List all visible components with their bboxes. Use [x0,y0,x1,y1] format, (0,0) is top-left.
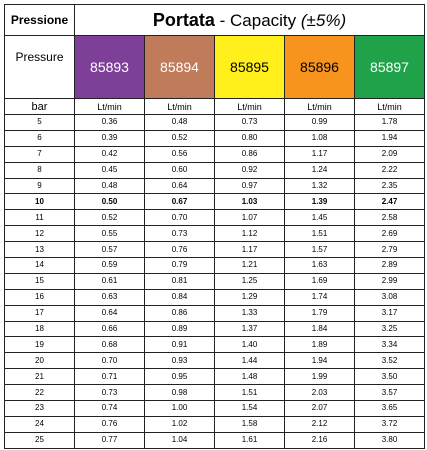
pressure-cell: 16 [5,289,75,305]
flow-cell: 0.97 [215,178,285,194]
model-code-85897: 85897 [355,36,425,99]
unit-lt-min: Lt/min [285,99,355,115]
pressure-cell: 20 [5,353,75,369]
flow-cell: 1.39 [285,194,355,210]
flow-cell: 1.37 [215,321,285,337]
flow-cell: 0.74 [75,401,145,417]
flow-cell: 0.91 [145,337,215,353]
flow-cell: 0.70 [75,353,145,369]
pressure-cell: 8 [5,162,75,178]
flow-cell: 2.58 [355,210,425,226]
table-row [5,162,425,178]
table-row [5,130,425,146]
pressure-cell: 11 [5,210,75,226]
model-code-85896: 85896 [285,36,355,99]
flow-cell: 2.03 [285,385,355,401]
flow-cell: 0.56 [145,146,215,162]
flow-cell: 1.02 [145,416,215,432]
flow-cell: 1.58 [215,416,285,432]
flow-cell: 2.69 [355,226,425,242]
flow-cell: 1.07 [215,210,285,226]
flow-cell: 1.69 [285,273,355,289]
flow-cell: 2.79 [355,242,425,258]
flow-cell: 1.21 [215,258,285,274]
pressure-cell: 7 [5,146,75,162]
table-row [5,369,425,385]
flow-cell: 0.73 [75,385,145,401]
pressure-cell: 10 [5,194,75,210]
flow-cell: 0.61 [75,273,145,289]
flow-cell: 1.51 [215,385,285,401]
flow-cell: 2.99 [355,273,425,289]
flow-cell: 0.48 [75,178,145,194]
pressure-label-en: Pressure [5,36,75,99]
pressure-cell: 13 [5,242,75,258]
pressure-cell: 19 [5,337,75,353]
table-row [5,416,425,432]
flow-cell: 1.00 [145,401,215,417]
flow-cell: 0.73 [145,226,215,242]
table-title [75,5,425,36]
flow-cell: 0.59 [75,258,145,274]
flow-cell: 3.72 [355,416,425,432]
table-row [5,242,425,258]
flow-cell: 0.60 [145,162,215,178]
flow-cell: 0.39 [75,130,145,146]
flow-cell: 2.89 [355,258,425,274]
flow-cell: 0.55 [75,226,145,242]
unit-lt-min: Lt/min [355,99,425,115]
table-row [5,353,425,369]
flow-cell: 0.73 [215,115,285,131]
flow-cell: 0.52 [75,210,145,226]
pressure-label-it: Pressione [5,5,75,36]
flow-cell: 1.78 [355,115,425,131]
pressure-cell: 18 [5,321,75,337]
pressure-cell: 15 [5,273,75,289]
pressure-cell: 12 [5,226,75,242]
pressure-cell: 22 [5,385,75,401]
flow-cell: 0.99 [285,115,355,131]
table-row [5,432,425,448]
flow-cell: 1.74 [285,289,355,305]
flow-cell: 2.16 [285,432,355,448]
flow-cell: 2.47 [355,194,425,210]
table-row [5,146,425,162]
pressure-cell: 9 [5,178,75,194]
flow-cell: 1.63 [285,258,355,274]
flow-cell: 1.29 [215,289,285,305]
pressure-cell: 25 [5,432,75,448]
pressure-cell: 23 [5,401,75,417]
table-row [5,401,425,417]
flow-cell: 2.22 [355,162,425,178]
flow-cell: 0.63 [75,289,145,305]
table-row [5,289,425,305]
flow-cell: 1.17 [285,146,355,162]
flow-cell: 1.32 [285,178,355,194]
flow-cell: 0.71 [75,369,145,385]
flow-cell: 1.99 [285,369,355,385]
flow-cell: 3.08 [355,289,425,305]
flow-cell: 0.81 [145,273,215,289]
flow-cell: 1.79 [285,305,355,321]
flow-cell: 1.51 [285,226,355,242]
table-row [5,305,425,321]
flow-cell: 0.42 [75,146,145,162]
pressure-cell: 21 [5,369,75,385]
pressure-cell: 17 [5,305,75,321]
flow-cell: 0.50 [75,194,145,210]
flow-cell: 1.24 [285,162,355,178]
pressure-cell: 6 [5,130,75,146]
flow-cell: 0.70 [145,210,215,226]
title-bold: Portata [152,9,215,30]
flow-cell: 1.08 [285,130,355,146]
flow-cell: 0.98 [145,385,215,401]
model-code-85894: 85894 [145,36,215,99]
table-row [5,273,425,289]
flow-cell: 3.52 [355,353,425,369]
flow-cell: 1.57 [285,242,355,258]
table-row [5,337,425,353]
flow-cell: 3.25 [355,321,425,337]
table-row [5,321,425,337]
flow-cell: 1.12 [215,226,285,242]
flow-cell: 2.07 [285,401,355,417]
flow-cell: 0.36 [75,115,145,131]
flow-cell: 0.76 [75,416,145,432]
flow-cell: 0.79 [145,258,215,274]
flow-cell: 0.77 [75,432,145,448]
flow-cell: 0.57 [75,242,145,258]
flow-cell: 0.86 [145,305,215,321]
flow-cell: 1.04 [145,432,215,448]
pressure-cell: 24 [5,416,75,432]
flow-cell: 0.66 [75,321,145,337]
flow-cell: 0.64 [75,305,145,321]
capacity-table [4,4,425,449]
pressure-cell: 14 [5,258,75,274]
flow-cell: 1.48 [215,369,285,385]
flow-cell: 1.89 [285,337,355,353]
flow-cell: 1.61 [215,432,285,448]
title-tolerance: (±5%) [300,10,347,30]
table-row [5,226,425,242]
flow-cell: 1.44 [215,353,285,369]
pressure-cell: 5 [5,115,75,131]
flow-cell: 3.50 [355,369,425,385]
flow-cell: 0.93 [145,353,215,369]
flow-cell: 1.94 [355,130,425,146]
flow-cell: 1.84 [285,321,355,337]
flow-cell: 0.89 [145,321,215,337]
flow-cell: 0.92 [215,162,285,178]
title-rest: - Capacity [214,10,301,30]
flow-cell: 1.94 [285,353,355,369]
table-row [5,258,425,274]
flow-cell: 3.17 [355,305,425,321]
model-code-85893: 85893 [75,36,145,99]
unit-bar: bar [5,99,75,115]
flow-cell: 1.45 [285,210,355,226]
flow-cell: 0.67 [145,194,215,210]
table-row [5,210,425,226]
unit-lt-min: Lt/min [75,99,145,115]
flow-cell: 3.80 [355,432,425,448]
flow-cell: 0.80 [215,130,285,146]
flow-cell: 2.09 [355,146,425,162]
flow-cell: 0.48 [145,115,215,131]
flow-cell: 1.54 [215,401,285,417]
flow-cell: 1.17 [215,242,285,258]
unit-lt-min: Lt/min [145,99,215,115]
flow-cell: 0.76 [145,242,215,258]
flow-cell: 3.65 [355,401,425,417]
flow-cell: 1.25 [215,273,285,289]
flow-cell: 0.45 [75,162,145,178]
flow-cell: 1.33 [215,305,285,321]
flow-cell: 0.68 [75,337,145,353]
flow-cell: 2.12 [285,416,355,432]
table-row [5,178,425,194]
flow-cell: 0.64 [145,178,215,194]
flow-cell: 3.57 [355,385,425,401]
flow-cell: 0.95 [145,369,215,385]
table-row [5,385,425,401]
flow-cell: 0.86 [215,146,285,162]
table-row [5,115,425,131]
flow-cell: 0.52 [145,130,215,146]
flow-cell: 1.03 [215,194,285,210]
table-row [5,194,425,210]
unit-lt-min: Lt/min [215,99,285,115]
flow-cell: 1.40 [215,337,285,353]
flow-cell: 2.35 [355,178,425,194]
flow-cell: 0.84 [145,289,215,305]
model-code-85895: 85895 [215,36,285,99]
flow-cell: 3.34 [355,337,425,353]
